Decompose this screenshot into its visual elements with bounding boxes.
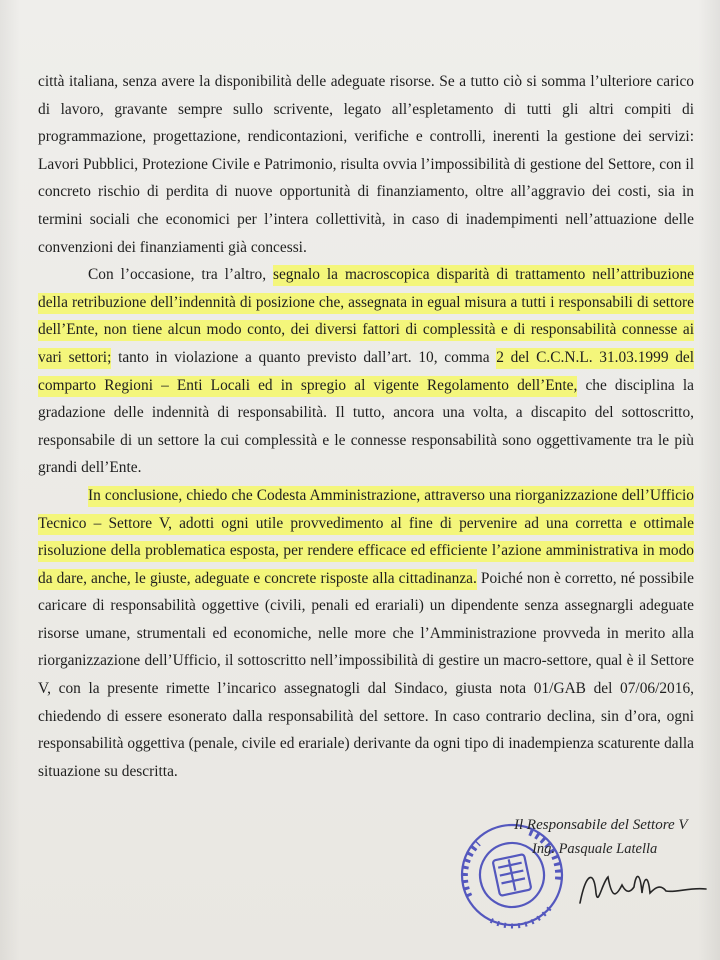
paragraph-3-text: Poiché non è corretto, né possibile caricare di responsabilità oggettive (civili, penali ed erariali) un dipendente senza assegnargli adeguate risorse umane, strumentali ed economiche, nelle more che l’Amministrazione provveda in merito alla riorganizzazione dell’Ufficio, il sottoscritto nell’impossibilità di gestire un macro-settore, qual è il Settore V, con la presente rimette l’incarico assegnatogli dal Sindaco, giusta nota 01/GAB del 07/06/2016, chiedendo di essere esonerato dalla responsabilità del settore. In caso contrario declina, sin d’ora, ogni responsabilità oggettiva (penale, civile ed erariale) derivante da ogni tipo di inadempienza scaturente dalla situazione su descritta. xyxy=(38,569,694,780)
handwritten-signature-icon xyxy=(572,863,712,913)
paragraph-2-text: tanto in violazione a quanto previsto dall’art. 10, comma xyxy=(111,348,497,366)
signature-role: Il Responsabile del Settore V xyxy=(514,817,688,833)
signature-name: Ing. Pasquale Latella xyxy=(532,841,658,857)
paragraph-2 xyxy=(38,261,694,482)
paragraph-1-text: città italiana, senza avere la disponibilità delle adeguate risorse. Se a tutto ciò si somma l’ulteriore carico di lavoro, gravante sempre sullo scrivente, legato all’espletamento di tutti gli altri compiti di programmazione, progettazione, rendicontazioni, verifiche e controlli, inerenti la gestione dei servizi: Lavori Pubblici, Protezione Civile e Patrimonio, risulta ovvia l’impossibilità di gestione del Settore, con il concreto rischio di perdita di nuove opportunità di finanziamento, oltre all’aggravio dei costi, sia in termini sociali che economici per l’intera collettività, in caso di inadempimenti nell’attuazione delle convenzioni dei finanziamenti già concessi. xyxy=(38,73,694,256)
letter-body xyxy=(38,68,694,785)
highlighted-passage: segnalo la macroscopica disparità di trattamento nell’attribuzione della retribuzione dell’indennità di posizione che, assegnata in egual misura a tutti i responsabili di settore dell’Ente, non tiene alcun modo conto, dei diversi fattori di complessità e di responsabilità connesse ai vari settori; xyxy=(38,265,694,369)
paragraph-3 xyxy=(38,482,694,786)
signature-block xyxy=(452,815,712,955)
highlighted-passage: 2 del C.C.N.L. 31.03.1999 del comparto Regioni – Enti Locali ed in spregio al vigente Regolamento dell’Ente, xyxy=(38,348,694,397)
highlighted-passage: In conclusione, chiedo che Codesta Amministrazione, attraverso una riorganizzazione dell’Ufficio Tecnico – Settore V, adotti ogni utile provvedimento al fine di pervenire ad una corretta e ottimale risoluzione della problematica esposta, per rendere efficace ed efficiente l’azione amministrativa in modo da dare, anche, le giuste, adeguate e concrete risposte alla cittadinanza. xyxy=(38,486,694,590)
paragraph-2-text: che disciplina la gradazione delle indennità di responsabilità. Il tutto, ancora una volta, a discapito del sottoscritto, responsabile di un settore la cui complessità e le connesse responsabilità sono oggettivamente tra le più grandi dell’Ente. xyxy=(38,376,694,477)
paragraph-1 xyxy=(38,68,694,261)
paper-edge-left xyxy=(0,0,20,960)
paragraph-2-text: Con l’occasione, tra l’altro, xyxy=(88,266,273,284)
